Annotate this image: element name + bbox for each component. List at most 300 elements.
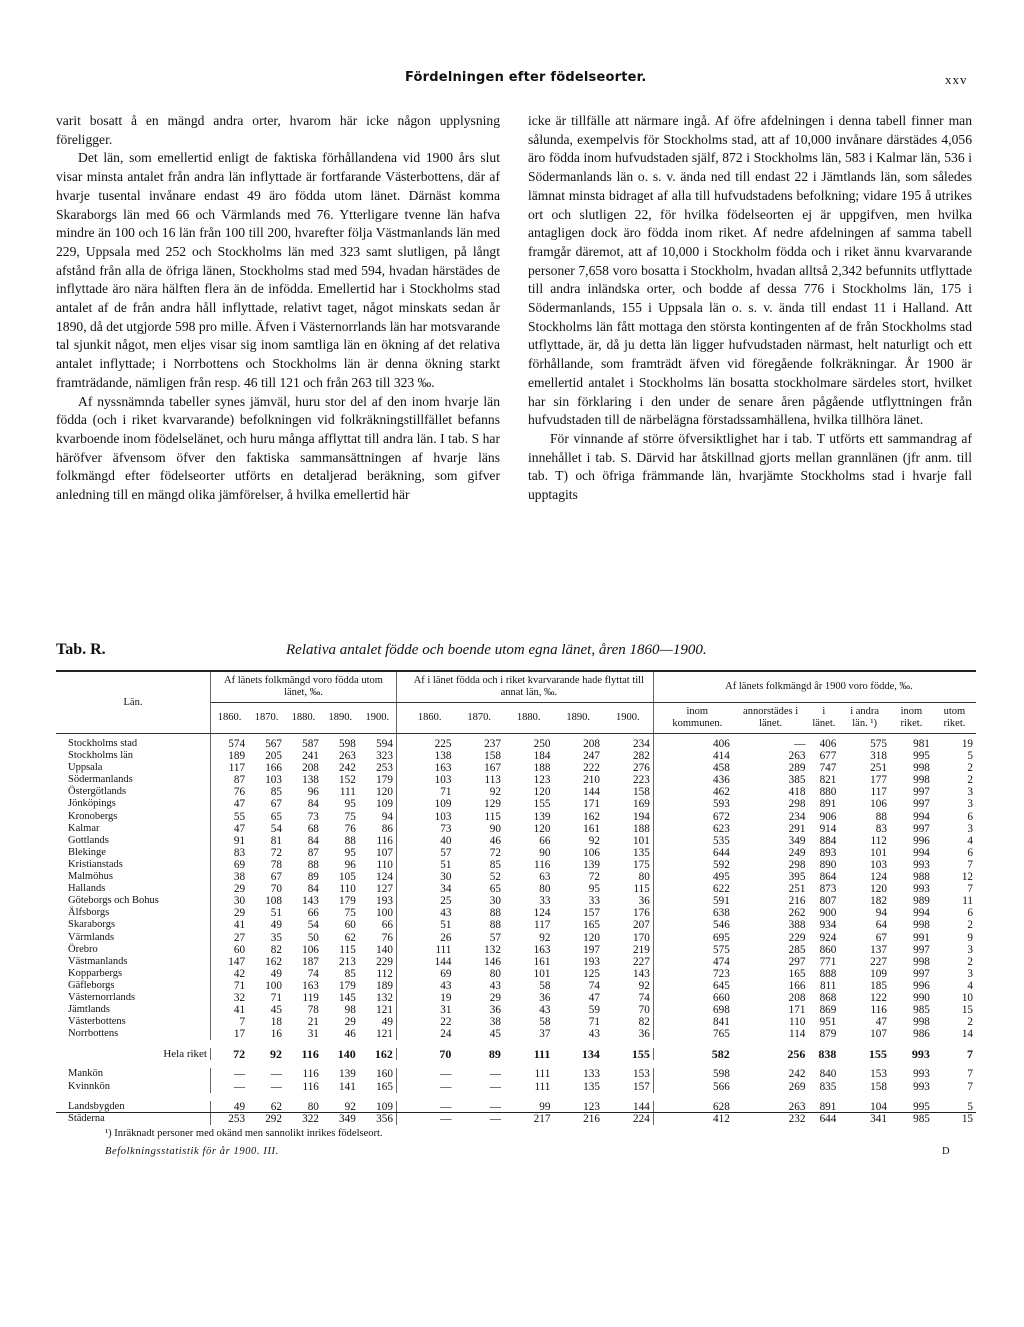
table-cell: 71 bbox=[588, 1016, 600, 1029]
table-cell: 177 bbox=[870, 774, 887, 787]
table-cell: 385 bbox=[788, 774, 806, 787]
table-cell: 103 bbox=[434, 774, 452, 787]
table-cell: 6 bbox=[967, 810, 973, 823]
table-cell: 65 bbox=[489, 883, 501, 896]
table-row bbox=[56, 907, 976, 919]
table-cell: 41 bbox=[233, 1004, 246, 1017]
column-group-born-outside: Af länets folkmängd voro födda utom länet, ‰. bbox=[211, 671, 397, 703]
table-cell: 986 bbox=[913, 1028, 930, 1041]
row-label: Kvinnkön bbox=[56, 1081, 211, 1093]
table-cell: 85 bbox=[270, 786, 282, 799]
table-cell: 82 bbox=[270, 943, 282, 956]
row-label: Malmöhus bbox=[56, 871, 211, 883]
row-label: Kalmar bbox=[56, 823, 211, 835]
table-cell: 249 bbox=[788, 846, 806, 859]
table-cell: 84 bbox=[307, 798, 319, 811]
row-label: Kristianstads bbox=[56, 859, 211, 871]
table-cell: 26 bbox=[440, 931, 452, 944]
table-cell: 981 bbox=[913, 738, 930, 750]
table-cell: 49 bbox=[270, 967, 282, 980]
table-cell: 157 bbox=[583, 907, 600, 920]
table-cell: 153 bbox=[870, 1068, 887, 1081]
table-cell: 160 bbox=[359, 1068, 397, 1080]
table-cell: — bbox=[489, 1080, 501, 1093]
table-row bbox=[56, 1113, 976, 1125]
table-cell: 880 bbox=[819, 786, 837, 799]
table-cell: 163 bbox=[302, 979, 319, 992]
table-cell: 165 bbox=[583, 919, 600, 932]
table-cell: 205 bbox=[265, 750, 282, 763]
table-cell: 121 bbox=[359, 1028, 397, 1040]
table-cell: 88 bbox=[489, 919, 501, 932]
column-header: 1860. bbox=[405, 703, 455, 734]
table-cell: 73 bbox=[440, 822, 452, 835]
table-cell: 232 bbox=[788, 1112, 806, 1125]
table-cell: 207 bbox=[603, 919, 653, 931]
table-cell: 167 bbox=[484, 762, 501, 775]
table-cell: 388 bbox=[788, 919, 806, 932]
table-cell: 24 bbox=[440, 1028, 452, 1041]
table-cell: 197 bbox=[583, 943, 600, 956]
table-cell: 117 bbox=[228, 762, 246, 775]
table-row bbox=[56, 871, 976, 883]
table-cell: 147 bbox=[228, 955, 246, 968]
table-cell: 135 bbox=[603, 847, 653, 859]
column-header: 1880. bbox=[285, 703, 322, 734]
table-cell: 250 bbox=[533, 738, 551, 750]
footnote: ¹) Inräknadt personer med okänd men sannolikt inrikes födelseort. bbox=[105, 1128, 383, 1139]
table-cell: 256 bbox=[787, 1047, 806, 1062]
table-cell: 84 bbox=[307, 834, 319, 847]
table-cell: 587 bbox=[302, 738, 319, 750]
table-cell: 33 bbox=[588, 895, 600, 908]
table-cell: 111 bbox=[339, 786, 356, 799]
table-cell: 269 bbox=[788, 1080, 806, 1093]
table-row bbox=[56, 992, 976, 1004]
table-cell: 765 bbox=[713, 1028, 730, 1041]
table-cell: 37 bbox=[539, 1028, 551, 1041]
table-cell: 285 bbox=[788, 943, 806, 956]
table-cell: 864 bbox=[819, 871, 837, 884]
table-cell: 27 bbox=[233, 931, 246, 944]
table-cell: 2 bbox=[967, 1016, 973, 1029]
table-cell: 76 bbox=[344, 822, 356, 835]
table-cell: 884 bbox=[819, 834, 837, 847]
table-cell: 60 bbox=[344, 919, 356, 932]
table-row bbox=[56, 1081, 976, 1093]
table-cell: 5 bbox=[967, 750, 973, 763]
table-cell: 914 bbox=[819, 822, 837, 835]
table-cell: 229 bbox=[788, 931, 806, 944]
table-cell: 219 bbox=[603, 944, 653, 956]
table-cell: 161 bbox=[533, 955, 551, 968]
table-cell: 73 bbox=[307, 810, 319, 823]
table-cell: 123 bbox=[583, 1100, 600, 1113]
table-cell: 182 bbox=[870, 895, 887, 908]
table-cell: 247 bbox=[583, 750, 600, 763]
table-cell: — bbox=[270, 1068, 282, 1081]
table-cell: 95 bbox=[344, 798, 356, 811]
table-cell: 997 bbox=[913, 967, 930, 980]
table-cell: 49 bbox=[359, 1016, 397, 1028]
table-cell: 109 bbox=[434, 798, 452, 811]
table-cell: 132 bbox=[484, 943, 501, 956]
row-label: Värmlands bbox=[56, 932, 211, 944]
sheet-signature: D bbox=[942, 1146, 950, 1157]
table-cell: 179 bbox=[359, 774, 397, 786]
table-cell: 64 bbox=[875, 919, 887, 932]
row-label: Stockholms stad bbox=[56, 734, 211, 751]
table-cell: — bbox=[270, 1080, 282, 1093]
table-cell: 117 bbox=[534, 919, 551, 932]
table-cell: 67 bbox=[270, 798, 282, 811]
table-cell: 46 bbox=[489, 834, 501, 847]
table-cell: 672 bbox=[713, 810, 730, 823]
table-cell: 998 bbox=[913, 1016, 930, 1029]
table-cell: 644 bbox=[819, 1112, 837, 1125]
table-cell: 223 bbox=[603, 774, 653, 786]
table-cell: 85 bbox=[344, 967, 356, 980]
table-cell: 406 bbox=[713, 738, 730, 750]
table-cell: 356 bbox=[359, 1113, 397, 1125]
table-cell: 698 bbox=[713, 1004, 730, 1017]
table-cell: 162 bbox=[265, 955, 282, 968]
table-cell: 116 bbox=[302, 1068, 319, 1081]
table-cell: 289 bbox=[788, 762, 806, 775]
paragraph: icke är tillfälle att närmare ingå. Af öfre afdelningen i denna tabell finner man sålunda, exempelvis för Stockholms stad, att af 10,000 invånare därstädes 4,056 äro födda inom hufvudstaden själf, 872 i Stockholms län, 583 i Kalmar län, 536 i Södermanlands län o. s. v. ända ned till endast 22 i Jämtlands län, som således lämnat minsta bidraget af alla till hufvudstadens befolkning; vidare 195 å utrikes ort och slutligen 22, för hvilka födelseorten ej är uppgifven, men hvilka antagligen dock äro födda inom riket. Af nedre afdelningen af samma tabell framgår däremot, att af 10,000 i Stockholm födda och i riket ännu kvarvarande personer 7,658 voro bosatta i Stockholm, hvadan alltså 2,342 befunnits utflyttade till andra inländska orter, och bodde af dessa 776 i Stockholms län, 175 i Södermanlands, 155 i Uppsala län o. s. v. ända till endast 11 i Halland. Att Stockholms län fått mottaga den största kontingenten af de från Stockholms stad utflyttade, är, då ju detta län ligger hufvudstaden närmast, helt naturligt och ett förhållande, som framträdt äfven vid föregående folkräkningar. År 1900 är emellertid antalet i Stockholms län bosatta stockholmare särdeles stort, hvilket har sin förklaring i den under de senare åren pågående utflyttningen från hufvudstaden till de närbelägna förstadssamhällena, hvilka tillhöra länet. bbox=[528, 113, 972, 428]
row-label: Västernorrlands bbox=[56, 992, 211, 1004]
table-cell: 188 bbox=[603, 823, 653, 835]
table-body bbox=[56, 734, 976, 1125]
column-header: 1900. bbox=[359, 703, 397, 734]
table-cell: 83 bbox=[233, 846, 246, 859]
table-row bbox=[56, 750, 976, 762]
table-cell: 179 bbox=[339, 979, 356, 992]
column-header: 1870. bbox=[248, 703, 285, 734]
table-cell: 835 bbox=[819, 1080, 837, 1093]
table-cell: 88 bbox=[875, 810, 887, 823]
table-cell: 135 bbox=[583, 1080, 600, 1093]
table-row bbox=[56, 786, 976, 798]
row-label: Uppsala bbox=[56, 762, 211, 774]
table-row bbox=[56, 1068, 976, 1080]
table-cell: 78 bbox=[307, 1004, 319, 1017]
row-label: Göteborgs och Bohus bbox=[56, 895, 211, 907]
table-cell: 98 bbox=[344, 1004, 356, 1017]
table-cell: 208 bbox=[583, 738, 600, 750]
table-cell: 137 bbox=[870, 943, 887, 956]
column-header: inom riket. bbox=[890, 703, 933, 734]
table-cell: 122 bbox=[870, 991, 887, 1004]
table-cell: 951 bbox=[819, 1016, 837, 1029]
row-label: Jämtlands bbox=[56, 1004, 211, 1016]
table-cell: 88 bbox=[489, 907, 501, 920]
table-row bbox=[56, 835, 976, 847]
table-cell: 995 bbox=[913, 750, 930, 763]
table-cell: 189 bbox=[359, 980, 397, 992]
table-cell: 21 bbox=[307, 1016, 319, 1029]
table-cell: 807 bbox=[819, 895, 837, 908]
table-cell: 622 bbox=[713, 883, 730, 896]
table-cell: — bbox=[233, 1080, 246, 1093]
table-cell: 582 bbox=[711, 1047, 730, 1062]
table-cell: 66 bbox=[539, 834, 551, 847]
running-title: Fördelningen efter födelseorter. bbox=[405, 70, 647, 85]
table-cell: 158 bbox=[484, 750, 501, 763]
table-cell: 67 bbox=[270, 871, 282, 884]
table-cell: 838 bbox=[818, 1047, 837, 1062]
table-cell: 7 bbox=[967, 1047, 973, 1062]
table-cell: — bbox=[440, 1080, 452, 1093]
column-header: annorstädes i länet. bbox=[733, 703, 809, 734]
table-cell: 7 bbox=[239, 1016, 246, 1029]
table-cell: 623 bbox=[713, 822, 730, 835]
table-cell: 161 bbox=[583, 822, 600, 835]
table-cell: 998 bbox=[913, 762, 930, 775]
table-cell: 17 bbox=[233, 1028, 246, 1041]
table-cell: 90 bbox=[539, 846, 551, 859]
table-cell: 115 bbox=[603, 883, 653, 895]
table-cell: 34 bbox=[440, 883, 452, 896]
table-cell: 78 bbox=[270, 858, 282, 871]
table-row bbox=[56, 847, 976, 859]
table-cell: 85 bbox=[489, 858, 501, 871]
table-cell: 58 bbox=[539, 979, 551, 992]
table-row bbox=[56, 956, 976, 968]
table-cell: 114 bbox=[789, 1028, 806, 1041]
table-cell: 47 bbox=[233, 822, 246, 835]
table-cell: 989 bbox=[913, 895, 930, 908]
table-cell: 69 bbox=[233, 858, 246, 871]
table-cell: 140 bbox=[337, 1047, 356, 1062]
table-row bbox=[56, 968, 976, 980]
table-cell: 40 bbox=[440, 834, 452, 847]
table-cell: 82 bbox=[603, 1016, 653, 1028]
table-cell: 341 bbox=[870, 1112, 887, 1125]
table-cell: 222 bbox=[583, 762, 600, 775]
table-cell: 158 bbox=[603, 786, 653, 798]
table-cell: 189 bbox=[228, 750, 246, 763]
table-cell: 116 bbox=[302, 1080, 319, 1093]
column-group-born-1900: Af länets folkmängd år 1900 voro födde, ‰. bbox=[662, 671, 976, 703]
row-label: Norrbottens bbox=[56, 1028, 211, 1040]
table-cell: 88 bbox=[307, 858, 319, 871]
table-cell: 4 bbox=[967, 834, 973, 847]
table-cell: 395 bbox=[788, 871, 806, 884]
table-cell: 458 bbox=[713, 762, 730, 775]
table-cell: 14 bbox=[961, 1028, 973, 1041]
table-cell: 677 bbox=[819, 750, 837, 763]
table-cell: 115 bbox=[484, 810, 501, 823]
table-cell: 143 bbox=[302, 895, 319, 908]
table-cell: 109 bbox=[359, 798, 397, 810]
table-cell: 841 bbox=[713, 1016, 730, 1029]
table-cell: 106 bbox=[302, 943, 319, 956]
table-cell: 163 bbox=[533, 943, 551, 956]
table-cell: 998 bbox=[913, 774, 930, 787]
table-cell: 112 bbox=[359, 968, 397, 980]
table-cell: 893 bbox=[819, 846, 837, 859]
table-cell: 138 bbox=[302, 774, 319, 787]
table-cell: 276 bbox=[603, 762, 653, 774]
table-row bbox=[56, 883, 976, 895]
row-label: Västerbottens bbox=[56, 1016, 211, 1028]
table-cell: — bbox=[489, 1100, 501, 1113]
table-cell: 80 bbox=[539, 883, 551, 896]
table-cell: 80 bbox=[603, 871, 653, 883]
table-cell: 297 bbox=[788, 955, 806, 968]
table-cell: 121 bbox=[359, 1004, 397, 1016]
table-cell: 994 bbox=[913, 810, 930, 823]
table-cell: 19 bbox=[440, 991, 452, 1004]
table-cell: 51 bbox=[270, 907, 282, 920]
table-cell: 18 bbox=[270, 1016, 282, 1029]
table-cell: 117 bbox=[870, 786, 887, 799]
footer-source: Befolkningsstatistik för år 1900. III. bbox=[105, 1146, 279, 1157]
table-cell: 104 bbox=[870, 1100, 887, 1113]
table-cell: 66 bbox=[359, 919, 397, 931]
column-header: 1900. bbox=[603, 703, 653, 734]
table-cell: 133 bbox=[583, 1068, 600, 1081]
table-cell: 7 bbox=[967, 858, 973, 871]
table-cell: 29 bbox=[344, 1016, 356, 1029]
column-header: utom riket. bbox=[933, 703, 976, 734]
table-cell: 193 bbox=[583, 955, 600, 968]
table-cell: 263 bbox=[788, 1100, 806, 1113]
table-cell: 242 bbox=[788, 1068, 806, 1081]
table-cell: 474 bbox=[713, 955, 730, 968]
table-cell: 120 bbox=[870, 883, 887, 896]
table-cell: 225 bbox=[434, 738, 452, 750]
table-cell: 101 bbox=[870, 846, 887, 859]
table-cell: 30 bbox=[233, 895, 246, 908]
table-cell: 194 bbox=[603, 811, 653, 823]
running-header bbox=[0, 70, 1024, 94]
table-cell: 12 bbox=[961, 871, 973, 884]
table-cell: 124 bbox=[533, 907, 551, 920]
table-cell: 546 bbox=[713, 919, 730, 932]
table-title bbox=[56, 641, 976, 663]
table-cell: — bbox=[489, 1068, 501, 1081]
table-cell: 251 bbox=[870, 762, 887, 775]
table-cell: 16 bbox=[270, 1028, 282, 1041]
table-cell: 165 bbox=[788, 967, 806, 980]
table-cell: 58 bbox=[539, 1016, 551, 1029]
table-cell: 462 bbox=[713, 786, 730, 799]
table-cell: 592 bbox=[713, 858, 730, 871]
table-cell: 997 bbox=[913, 798, 930, 811]
table-row bbox=[56, 734, 976, 751]
table-cell: 139 bbox=[533, 810, 551, 823]
row-label: Skaraborgs bbox=[56, 919, 211, 931]
table-cell: 143 bbox=[603, 968, 653, 980]
table-cell: 49 bbox=[270, 919, 282, 932]
table-cell: 71 bbox=[233, 979, 246, 992]
table-cell: — bbox=[440, 1068, 452, 1081]
table-cell: 36 bbox=[603, 895, 653, 907]
table-cell: 298 bbox=[788, 858, 806, 871]
table-cell: 7 bbox=[967, 1068, 973, 1081]
table-cell: 89 bbox=[307, 871, 319, 884]
table-cell: 166 bbox=[265, 762, 282, 775]
table-cell: 43 bbox=[440, 979, 452, 992]
table-cell: 2 bbox=[967, 955, 973, 968]
table-cell: 998 bbox=[913, 955, 930, 968]
table-cell: 46 bbox=[344, 1028, 356, 1041]
table-row bbox=[56, 811, 976, 823]
table-cell: 68 bbox=[307, 822, 319, 835]
table-cell: 4 bbox=[967, 979, 973, 992]
table-cell: 208 bbox=[788, 991, 806, 1004]
row-label: Jönköpings bbox=[56, 798, 211, 810]
table-cell: 412 bbox=[713, 1112, 730, 1125]
table-cell: 88 bbox=[344, 834, 356, 847]
table-cell: 55 bbox=[233, 810, 246, 823]
table-cell: 84 bbox=[307, 883, 319, 896]
table-cell: 108 bbox=[265, 895, 282, 908]
table-cell: 158 bbox=[870, 1080, 887, 1093]
table-cell: 62 bbox=[344, 931, 356, 944]
table-cell: 103 bbox=[870, 858, 887, 871]
table-cell: 993 bbox=[913, 858, 930, 871]
table-cell: 92 bbox=[603, 980, 653, 992]
table-cell: 94 bbox=[359, 811, 397, 823]
table-cell: 127 bbox=[359, 883, 397, 895]
table-cell: 997 bbox=[913, 786, 930, 799]
table-row bbox=[56, 774, 976, 786]
table-cell: 111 bbox=[534, 1080, 551, 1093]
table-cell: 116 bbox=[359, 835, 397, 847]
table-cell: 103 bbox=[434, 810, 452, 823]
table-cell: 213 bbox=[339, 955, 356, 968]
table-cell: 111 bbox=[435, 943, 452, 956]
table-caption: Relativa antalet födde och boende utom egna länet, åren 1860—1900. bbox=[286, 642, 707, 658]
row-label: Stockholms län bbox=[56, 750, 211, 762]
table-cell: 349 bbox=[788, 834, 806, 847]
table-row bbox=[56, 798, 976, 810]
table-cell: 91 bbox=[233, 834, 246, 847]
table-cell: 100 bbox=[265, 979, 282, 992]
table-cell: 140 bbox=[359, 944, 397, 956]
table-cell: 985 bbox=[913, 1112, 930, 1125]
table-cell: 92 bbox=[539, 931, 551, 944]
table-cell: 75 bbox=[344, 907, 356, 920]
table-cell: 59 bbox=[588, 1004, 600, 1017]
table-cell: 241 bbox=[302, 750, 319, 763]
table-cell: 997 bbox=[913, 943, 930, 956]
table-cell: 645 bbox=[713, 979, 730, 992]
table-cell: 811 bbox=[819, 979, 837, 992]
table-cell: 107 bbox=[359, 847, 397, 859]
table-cell: 598 bbox=[713, 1068, 730, 1081]
table-cell: 990 bbox=[913, 991, 930, 1004]
table-cell: 298 bbox=[788, 798, 806, 811]
paragraph: Det län, som emellertid enligt de faktiska förhållandena vid 1900 års slut visar minsta antalet från andra län inflyttade är fortfarande Västerbottens, där af hvarje tusental invånare endast 49 äro födda utom länet. Därnäst komma Skaraborgs län med 66 och Värmlands med 76. Ytterligare tvenne län hafva mindre än 100 och 16 län från 100 till 200, hvarefter följa Västmanlands län med 229, Uppsala med 252 och Stockholms län med 323 samt slutligen, på långt afstånd från alla de öfriga länen, Stockholms stad med 594, hvadan härstädes de inflyttade äro nära hälften flera än de infödda. Emellertid har i Stockholms stad antalet af de från andra håll inflyttade, relativt taget, något minskats sedan år 1890, då det utgjorde 598 pro mille. Äfven i Västernorrlands län har motsvarande tal sjunkit något, men eljes visar sig inom samtliga län en ökning af det relativa antalet inflyttade; i Norrbottens och Stockholms län är denna ökning starkt framträdande, nämligen från resp. 46 till 121 och från 263 till 323 ‰. bbox=[56, 150, 500, 390]
table-cell: 144 bbox=[434, 955, 452, 968]
table-cell: 95 bbox=[344, 846, 356, 859]
table-cell: 106 bbox=[583, 846, 600, 859]
table-cell: — bbox=[233, 1068, 246, 1081]
table-cell: 29 bbox=[489, 991, 501, 1004]
table-cell: 747 bbox=[819, 762, 837, 775]
relative-birthplace-table bbox=[56, 670, 976, 1125]
table-cell: 193 bbox=[359, 895, 397, 907]
table-cell: 96 bbox=[307, 786, 319, 799]
table-cell: 924 bbox=[819, 931, 837, 944]
table-cell: 70 bbox=[270, 883, 282, 896]
left-text-column bbox=[56, 112, 500, 505]
table-cell: 51 bbox=[440, 919, 452, 932]
